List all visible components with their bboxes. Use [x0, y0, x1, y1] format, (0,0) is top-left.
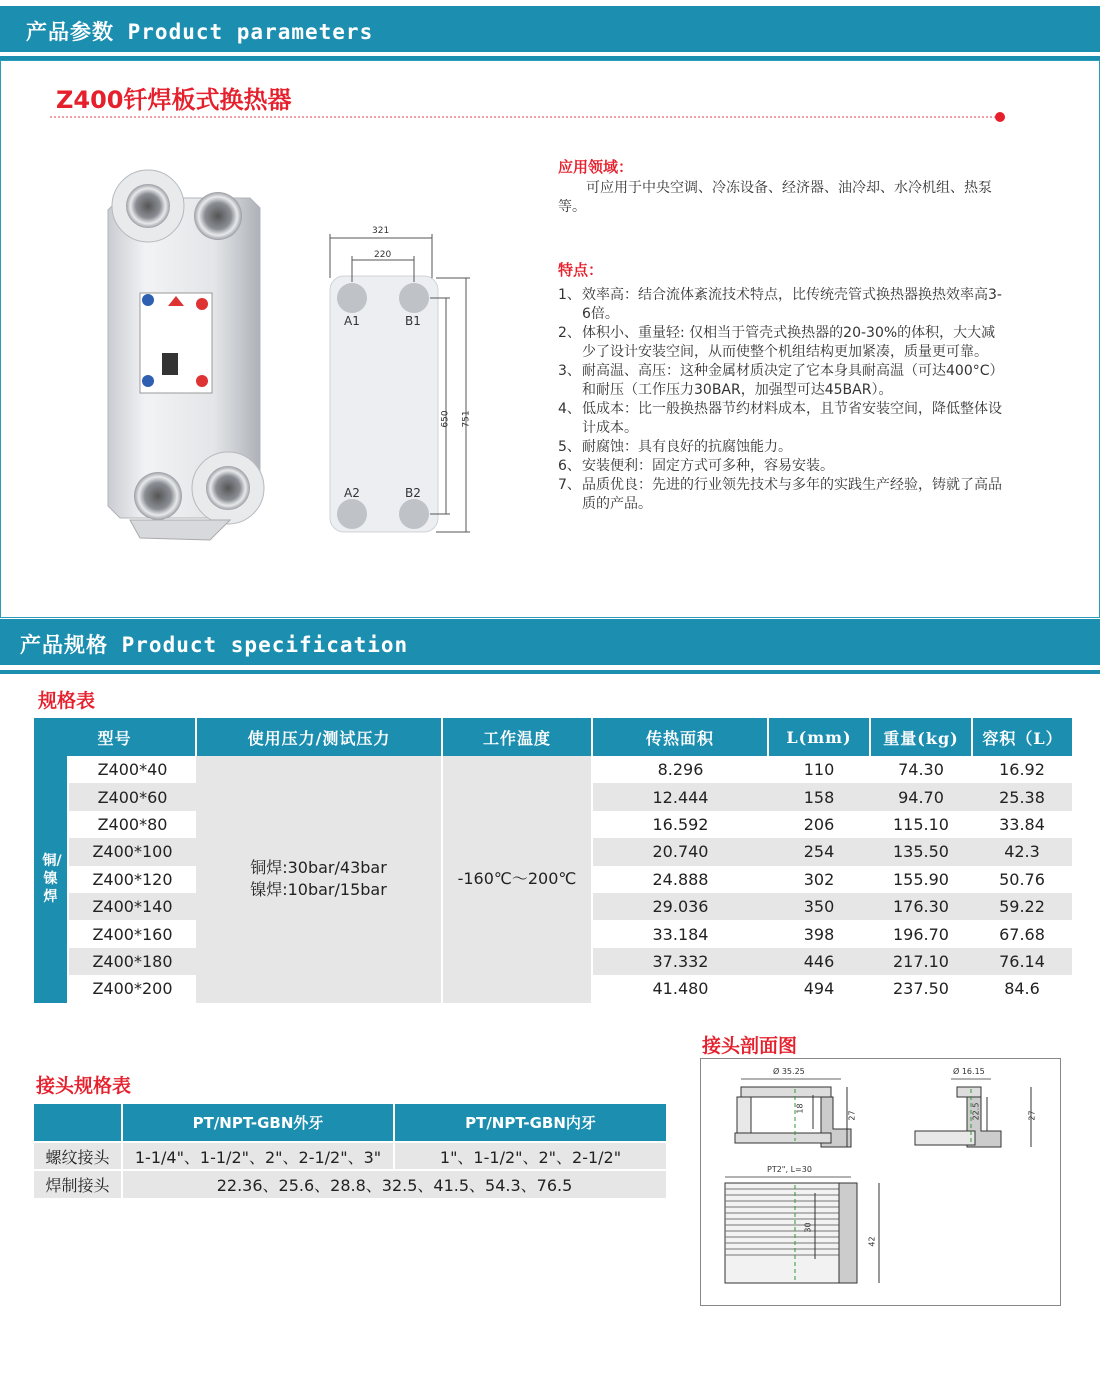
- col-header: 使用压力/测试压力: [196, 718, 442, 756]
- dim-label: 18: [795, 1103, 805, 1114]
- col-header: PT/NPT-GBN外牙: [122, 1104, 394, 1142]
- section-header-spec: [0, 619, 1100, 665]
- weight-cell: 94.70: [870, 783, 972, 810]
- model-cell: Z400*140: [68, 893, 196, 920]
- table-header-row: [34, 718, 1072, 756]
- length-cell: 494: [803, 979, 835, 999]
- model-cell: Z400*180: [68, 948, 196, 975]
- weight-cell: 217.10: [870, 948, 972, 975]
- volume-cell: 50.76: [999, 869, 1045, 889]
- row-label: 螺纹接头: [34, 1142, 122, 1170]
- col-header: 容积（L）: [972, 718, 1072, 756]
- material-label: 铜/镍焊: [34, 756, 68, 1003]
- row-label: 焊制接头: [34, 1170, 122, 1198]
- dim-label: 42: [867, 1236, 877, 1247]
- length-cell: 158: [768, 783, 870, 810]
- temperature-cell: -160℃～200℃: [442, 756, 592, 1003]
- weight-cell: 135.50: [870, 838, 972, 865]
- port-label: A1: [344, 314, 360, 328]
- red-dot-icon: [995, 112, 1005, 122]
- col-header: PT/NPT-GBN内牙: [394, 1104, 666, 1142]
- length-cell: 446: [768, 948, 870, 975]
- model-cell: Z400*120: [92, 869, 173, 889]
- volume-cell: 33.84: [999, 814, 1045, 834]
- section-drawing-heading: 接头剖面图: [702, 1035, 798, 1057]
- joint-table: [34, 1104, 666, 1198]
- area-cell: 41.480: [652, 979, 709, 999]
- dotted-divider: [50, 116, 996, 118]
- feature-item: 6、 安装便利：固定方式可多种，容易安装。: [558, 458, 834, 474]
- model-cell: Z400*100: [68, 838, 196, 865]
- volume-cell: 42.3: [972, 838, 1072, 865]
- spec-table-heading: 规格表: [38, 690, 96, 712]
- model-cell: Z400*200: [92, 979, 173, 999]
- section-title: 产品规格 Product specification: [20, 633, 409, 657]
- area-cell: 16.592: [652, 814, 709, 834]
- dim-label: 30: [803, 1222, 813, 1233]
- volume-cell: 16.92: [999, 760, 1045, 780]
- features-heading: 特点：: [558, 261, 604, 279]
- length-cell: 302: [803, 869, 835, 889]
- col-header: L(mm): [768, 718, 870, 756]
- length-cell: 110: [803, 760, 835, 780]
- volume-cell: 84.6: [1004, 979, 1040, 999]
- dim-label: Ø 16.15: [953, 1067, 985, 1076]
- section-header-params: [0, 6, 1100, 52]
- area-cell: 20.740: [592, 838, 768, 865]
- weight-cell: 176.30: [870, 893, 972, 920]
- weight-cell: 115.10: [893, 814, 949, 834]
- features-list: [558, 286, 1008, 514]
- spec-table: [34, 718, 1072, 1003]
- dim-label: Ø 35.25: [773, 1067, 805, 1076]
- port-label: A2: [344, 486, 360, 500]
- col-header: 工作温度: [442, 718, 592, 756]
- length-cell: 398: [803, 924, 835, 944]
- dim-inner-width: 220: [374, 250, 392, 260]
- feature-item: 2、 体积小、重量轻: 仅相当于管壳式换热器的20-30%的体积，大大减少了设计安装空间，从而使整个机组结构更加紧凑，质量更可靠。: [558, 325, 996, 360]
- feature-item: 1、 效率高：结合流体紊流技术特点，比传统壳管式换热器换热效率高3-6倍。: [558, 287, 1002, 322]
- volume-cell: 76.14: [972, 948, 1072, 975]
- model-cell: Z400*160: [92, 924, 173, 944]
- port-label: B1: [405, 314, 421, 328]
- pressure-cell: 铜焊:30bar/43bar 镍焊:10bar/15bar: [196, 756, 442, 1003]
- product-photo: [100, 168, 280, 548]
- table-row: [34, 1142, 666, 1170]
- weight-cell: 196.70: [893, 924, 949, 944]
- section-drawing: [700, 1058, 1061, 1306]
- volume-cell: 67.68: [999, 924, 1045, 944]
- dim-outer-height: 751: [461, 410, 472, 428]
- section-title: 产品参数 Product parameters: [26, 20, 374, 44]
- application-heading: 应用领域：: [558, 158, 634, 176]
- model-cell: Z400*60: [68, 783, 196, 810]
- weight-cell: 155.90: [893, 869, 949, 889]
- length-cell: 350: [768, 893, 870, 920]
- table-header-row: [34, 1104, 666, 1142]
- table-row: [34, 756, 1072, 783]
- area-cell: 33.184: [652, 924, 709, 944]
- weight-cell: 74.30: [898, 760, 944, 780]
- col-header: [34, 1104, 122, 1142]
- volume-cell: 59.22: [972, 893, 1072, 920]
- length-cell: 206: [803, 814, 835, 834]
- length-cell: 254: [768, 838, 870, 865]
- feature-item: 3、 耐高温、高压：这种金属材质决定了它本身具耐高温（可达400°C）和耐压（工作压力30BAR，加强型可达45BAR）。: [558, 363, 1004, 398]
- weld-size-cell: 22.36、25.6、28.8、32.5、41.5、54.3、76.5: [122, 1170, 666, 1198]
- dim-inner-height: 650: [440, 410, 451, 428]
- dim-label: 27: [1027, 1110, 1037, 1121]
- dim-label: PT2", L=30: [767, 1165, 812, 1174]
- weight-cell: 237.50: [893, 979, 949, 999]
- joint-table-heading: 接头规格表: [36, 1075, 132, 1097]
- joint-section-svg: [701, 1059, 1062, 1307]
- col-header: 型号: [34, 718, 196, 756]
- product-title: Z400钎焊板式换热器: [56, 86, 292, 114]
- dim-label: 22.5: [971, 1102, 981, 1121]
- model-cell: Z400*80: [97, 814, 168, 834]
- area-cell: 37.332: [592, 948, 768, 975]
- volume-cell: 25.38: [972, 783, 1072, 810]
- outer-thread-cell: 1-1/4"、1-1/2"、2"、2-1/2"、3": [122, 1142, 394, 1170]
- dim-outer-width: 321: [372, 226, 390, 236]
- area-cell: 8.296: [657, 760, 704, 780]
- area-cell: 12.444: [592, 783, 768, 810]
- feature-item: 5、 耐腐蚀：具有良好的抗腐蚀能力。: [558, 439, 792, 455]
- area-cell: 29.036: [592, 893, 768, 920]
- inner-thread-cell: 1"、1-1/2"、2"、2-1/2": [394, 1142, 666, 1170]
- model-cell: Z400*40: [97, 760, 168, 780]
- feature-item: 4、 低成本：比一般换热器节约材料成本，且节省安装空间，降低整体设计成本。: [558, 401, 1002, 436]
- feature-item: 7、 品质优良：先进的行业领先技术与多年的实践生产经验，铸就了高品质的产品。: [558, 477, 1002, 512]
- dim-label: 27: [847, 1110, 857, 1121]
- area-cell: 24.888: [652, 869, 709, 889]
- col-header: 传热面积: [592, 718, 768, 756]
- port-label: B2: [405, 486, 421, 500]
- application-text: 可应用于中央空调、冷冻设备、经济器、油冷却、水冷机组、热泵等。: [558, 180, 992, 215]
- divider: [0, 670, 1100, 674]
- col-header: 重量(kg): [870, 718, 972, 756]
- table-row: [34, 1170, 666, 1198]
